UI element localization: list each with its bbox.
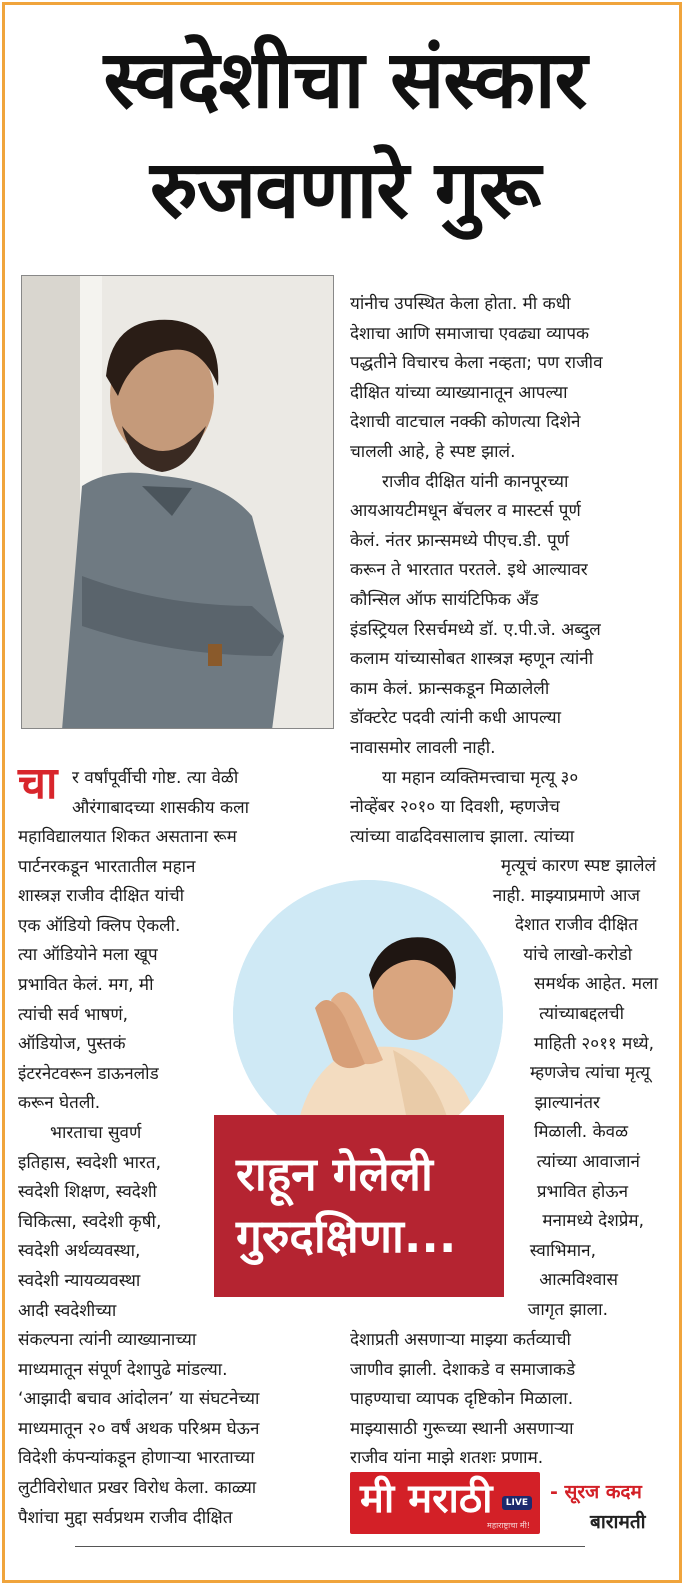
right-line: माझ्यासाठी गुरूच्या स्थानी असणाऱ्या	[350, 1418, 574, 1439]
headline-line-1: स्वदेशीचा संस्कार	[103, 33, 587, 126]
right-line: पाहण्याचा व्यापक दृष्टिकोन मिळाला.	[350, 1389, 574, 1410]
right-line: त्यांच्या वाढदिवसालाच झाला. त्यांच्या	[350, 826, 575, 847]
drop-cap: चा	[18, 758, 58, 809]
right-line: करून ते भारतात परतले. इथे आल्यावर	[350, 560, 588, 581]
right-line: यांनीच उपस्थित केला होता. मी कधी	[350, 294, 571, 314]
author-photo	[21, 275, 334, 729]
left-line: स्वदेशी न्यायव्यवस्था	[18, 1270, 141, 1291]
right-wrap-line: झाल्यानंतर	[534, 1092, 600, 1113]
left-line: इतिहास, स्वदेशी भारत,	[18, 1152, 162, 1173]
author-place: बारामती	[590, 1511, 646, 1533]
right-wrap-line: स्वाभिमान,	[529, 1240, 596, 1261]
left-line: भारताचा सुवर्ण	[50, 1122, 142, 1143]
right-wrap-line: प्रभावित होऊन	[536, 1181, 628, 1202]
right-line: देशाची वाटचाल नक्की कोणत्या दिशेने	[350, 412, 581, 433]
right-line: आयआयटीमधून बॅचलर व मास्टर्स पूर्ण	[350, 501, 581, 522]
left-line: आदी स्वदेशीच्या	[18, 1300, 117, 1321]
left-line: माध्यमातून २० वर्षं अथक परिश्रम घेऊन	[18, 1418, 260, 1439]
right-wrap-line: देशात राजीव दीक्षित	[514, 915, 638, 936]
left-line: प्रभावित केलं. मग, मी	[18, 974, 154, 995]
logo-name: मी मराठी	[360, 1476, 493, 1522]
right-line: देशाप्रती असणाऱ्या माझ्या कर्तव्याची	[350, 1330, 571, 1350]
left-line: महाविद्यालयात शिकत असताना रूम	[18, 827, 237, 847]
left-line: पैशांचा मुद्दा सर्वप्रथम राजीव दीक्षित	[18, 1507, 233, 1528]
left-line: ‘आझादी बचाव आंदोलन’ या संघटनेच्या	[18, 1389, 260, 1410]
left-line: माध्यमातून संपूर्ण देशापुढे मांडल्या.	[18, 1359, 228, 1380]
right-line: राजीव यांना माझे शतशः प्रणाम.	[350, 1448, 544, 1469]
feature-title-box	[214, 1115, 504, 1297]
right-line: कलाम यांच्यासोबत शास्त्रज्ञ म्हणून त्यांनी	[350, 649, 594, 670]
right-line: कौन्सिल ऑफ सायंटिफिक अँड	[350, 589, 539, 610]
left-line: स्वदेशी शिक्षण, स्वदेशी	[18, 1182, 157, 1203]
left-line: त्यांची सर्व भाषणं,	[18, 1004, 129, 1025]
right-wrap-line: मिळाली. केवळ	[533, 1122, 628, 1143]
right-line: नोव्हेंबर २०१० या दिवशी, म्हणजेच	[350, 797, 560, 818]
author-byline: - सूरज कदम	[550, 1481, 642, 1503]
left-line: एक ऑडियो क्लिप ऐकली.	[18, 915, 181, 936]
right-line: जाणीव झाली. देशाकडे व समाजाकडे	[350, 1359, 576, 1380]
right-line: पद्धतीने विचारच केला नव्हता; पण राजीव	[350, 353, 603, 374]
left-line: विदेशी कंपन्यांकडून होणाऱ्या भारताच्या	[18, 1448, 255, 1469]
right-wrap-line: यांचे लाखो-करोडो	[523, 944, 632, 965]
headline-line-2: रुजवणारे गुरू	[149, 143, 540, 236]
right-wrap-line: त्यांच्याबद्दलची	[539, 1003, 624, 1024]
right-line: देशाचा आणि समाजाचा एवढ्या व्यापक	[350, 323, 590, 344]
right-wrap-line: माहिती २०११ मध्ये,	[533, 1033, 654, 1054]
left-line: र वर्षांपूर्वीची गोष्ट. त्या वेळी	[72, 768, 239, 788]
right-line: डॉक्टरेट पदवी त्यांनी कधी आपल्या	[350, 708, 562, 729]
logo-live-badge: LIVE	[502, 1496, 532, 1510]
right-line: नावासमोर लावली नाही.	[350, 737, 496, 758]
left-line: संकल्पना त्यांनी व्याख्यानाच्या	[18, 1330, 197, 1350]
left-line: करून घेतली.	[18, 1093, 101, 1114]
right-wrap-line: मनामध्ये देशप्रेम,	[542, 1211, 644, 1232]
feature-title-line-1: राहून गेलेली	[236, 1147, 433, 1201]
right-wrap-line: नाही. माझ्याप्रमाणे आज	[492, 885, 640, 906]
left-line: पार्टनरकडून भारतातील महान	[18, 856, 196, 877]
left-line: चिकित्सा, स्वदेशी कृषी,	[18, 1211, 162, 1232]
right-line: केलं. नंतर फ्रान्समध्ये पीएच.डी. पूर्ण	[350, 530, 570, 551]
right-line: राजीव दीक्षित यांनी कानपूरच्या	[382, 471, 569, 492]
left-line: त्या ऑडियोने मला खूप	[18, 945, 158, 966]
right-line: या महान व्यक्तिमत्त्वाचा मृत्यू ३०	[382, 767, 579, 788]
right-line: दीक्षित यांच्या व्याख्यानातून आपल्या	[350, 382, 568, 403]
mi-marathi-logo	[350, 1472, 540, 1534]
right-wrap-line: आत्मविश्वास	[539, 1270, 618, 1291]
left-line: लुटीविरोधात प्रखर विरोध केला. काळ्या	[18, 1477, 257, 1498]
right-wrap-line: समर्थक आहेत. मला	[534, 974, 658, 995]
right-line: काम केलं. फ्रान्सकडून मिळालेली	[350, 678, 550, 699]
bottom-rule	[75, 1546, 585, 1547]
left-line: औरंगाबादच्या शासकीय कला	[72, 797, 250, 818]
left-line: स्वदेशी अर्थव्यवस्था,	[18, 1241, 141, 1262]
right-line: इंडस्ट्रियल रिसर्चमध्ये डॉ. ए.पी.जे. अब्दुल	[350, 619, 601, 640]
right-wrap-line: म्हणजेच त्यांचा मृत्यू	[529, 1063, 650, 1084]
logo-tagline: महाराष्ट्राचा मी!	[487, 1521, 530, 1530]
feature-title-line-2: गुरुदक्षिणा...	[236, 1209, 457, 1263]
right-line: चालली आहे, हे स्पष्ट झालं.	[350, 441, 516, 462]
left-line: शास्त्रज्ञ राजीव दीक्षित यांची	[18, 886, 185, 907]
right-wrap-line: त्यांच्या आवाजानं	[536, 1151, 640, 1172]
right-wrap-line: मृत्यूचं कारण स्पष्ट झालेलं	[500, 856, 656, 876]
feature-image	[233, 880, 503, 1150]
left-line: इंटरनेटवरून डाऊनलोड	[18, 1063, 159, 1084]
right-wrap-line: जागृत झाला.	[527, 1299, 608, 1320]
left-line: ऑडियोज, पुस्तकं	[18, 1034, 126, 1055]
